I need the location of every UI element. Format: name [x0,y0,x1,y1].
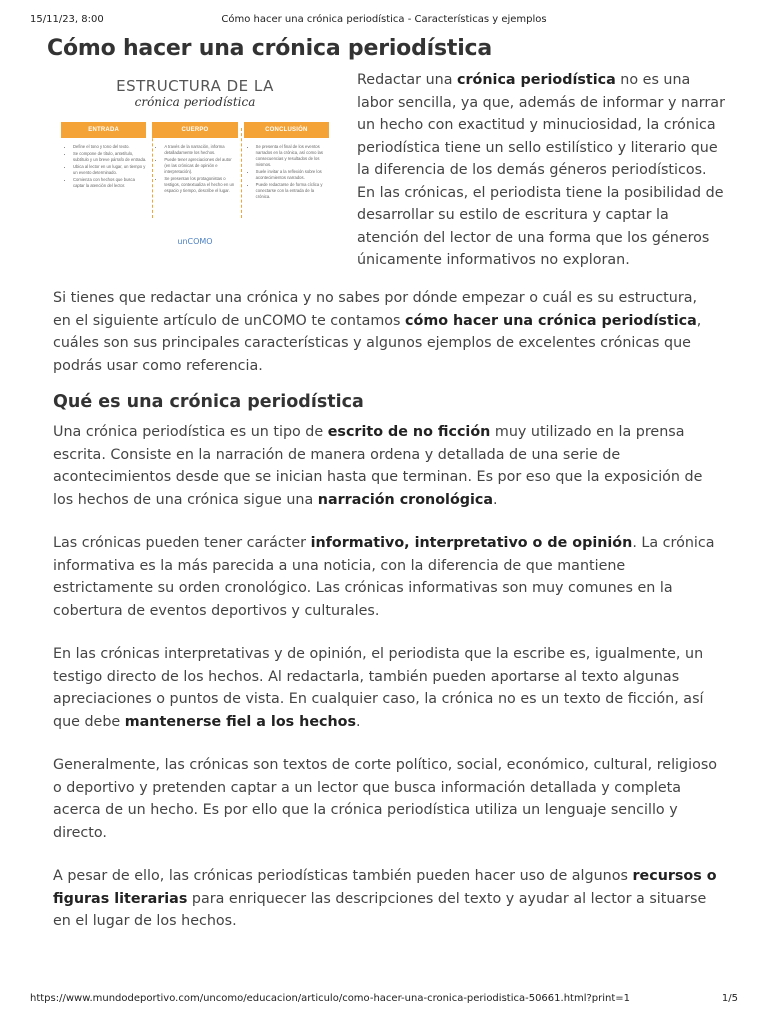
text-run: no es una labor sencilla, ya que, además de informar y narrar un hecho con exactitud y minuciosidad, la crónica periodística tiene un sello estilístico y literario que la diferencia de los demás géneros periodísticos. En las crónicas, el periodista tiene la posibilidad de desarrollar su estilo de escritura y captar la atención del lector de una forma que los géneros únicamente informativos no exploran. [357,72,725,268]
body-paragraph [53,865,718,933]
bold-text: mantenerse fiel a los hechos [124,713,356,730]
column-item: • Se presenta el final de los eventos narrados en la crónica, así como las consecuencias y resultados de los mismos. [256,144,329,168]
column-item: • Puede redactarse de forma cíclica y conectarse con la entrada de la crónica. [256,182,329,200]
text-run: . [493,491,498,508]
infographic-column-entrada [61,122,146,201]
print-url: https://www.mundodeportivo.com/uncomo/educacion/articulo/como-hacer-una-cronica-periodistica-50661.html?print=1 [30,993,631,1004]
column-list [61,144,146,189]
print-date: 15/11/23, 8:00 [30,14,104,25]
section-heading: Qué es una crónica periodística [53,392,364,412]
structure-infographic [55,70,335,260]
column-header: CONCLUSIÓN [244,122,329,138]
infographic-divider [152,128,153,218]
article-title: Cómo hacer una crónica periodística [47,36,493,61]
bold-text: narración cronológica [317,491,494,508]
text-run: . [356,713,361,730]
text-run: , cuáles son sus principales características y algunos ejemplos de excelentes crónicas que podrás usar como referencia. [53,312,702,374]
intro-aside-paragraph [357,69,729,272]
body-paragraph [53,754,718,844]
column-header: ENTRADA [61,122,146,138]
text-run: Si tienes que redactar una crónica y no sabes por dónde empezar o cuál es su estructura, en el siguiente artículo de unCOMO te contamos [53,290,698,329]
uncomo-logo: unCOMO [177,237,213,246]
infographic-subtitle: crónica periodística [134,95,256,109]
infographic-column-conclusion [244,122,329,201]
page-number: 1/5 [721,993,738,1004]
column-list [152,144,237,194]
column-list [244,144,329,200]
column-header: CUERPO [152,122,237,138]
body-paragraph [53,643,718,733]
text-run: para enriquecer las descripciones del texto y ayudar al lector a situarse en el lugar de los hechos. [53,890,707,929]
column-item: • Se compone de título, antetítulo, subtítulo y un breve párrafo de entrada. [73,151,146,163]
text-run: En las crónicas interpretativas y de opinión, el periodista que la escribe es, igualmente, un testigo directo de los hechos. Al redactarla, también pueden aportarse al texto algunas apreciaciones o puntos de vista. En cualquier caso, la crónica no es un texto de ficción, así que debe [53,646,704,730]
bold-text: recursos o figuras literarias [53,868,717,907]
infographic-columns [55,122,335,201]
text-run: Las crónicas pueden tener carácter [53,535,311,551]
print-document-title: Cómo hacer una crónica periodística - Características y ejemplos [221,14,547,25]
column-item: • Suele invitar a la reflexión sobre los acontecimientos narrados. [256,169,329,181]
text-run: muy utilizado en la prensa escrita. Consiste en la narración de manera ordena y detallada de una serie de acontecimientos desde que se inician hasta que terminan. Es por eso que la exposición de los hechos de una crónica sigue una [53,424,703,508]
bold-text: crónica periodística [457,72,616,88]
infographic-divider [241,128,242,218]
text-run: A pesar de ello, las crónicas periodísticas también pueden hacer uso de algunos [53,868,633,884]
section-body [53,421,718,954]
text-run: Generalmente, las crónicas son textos de corte político, social, económico, cultural, religioso o deportivo y pretenden captar a un lector que busca información detallada y completa acerca de un hecho. Es por ello que la crónica periodística utiliza un lenguaje sencillo y directo. [53,757,718,841]
text-run: Redactar una [357,72,458,88]
body-paragraph [53,532,718,622]
text-run: . La crónica informativa es la más parecida a una noticia, con la diferencia de que mantiene estrictamente su orden cronológico. Las crónicas informativas son muy comunes en la cobertura de eventos deportivos y culturales. [53,535,715,619]
infographic-column-cuerpo [152,122,237,201]
print-footer [30,993,738,1004]
intro-paragraph [53,287,718,377]
column-item: • A través de la narración, informa detalladamente los hechos. [164,144,237,156]
infographic-title: ESTRUCTURA DE LA [116,77,274,95]
bold-text: informativo, interpretativo o de opinión [310,535,633,551]
bold-text: cómo hacer una crónica periodística [405,312,697,329]
column-item: • Comienza con hechos que busca captar la atención del lector. [73,177,146,189]
column-item: • Define el tono y tono del texto. [73,144,146,150]
column-item: • Puede tener apreciaciones del autor (en las crónicas de opinión e interpretación). [164,157,237,175]
column-item: • Se presentan los protagonistas o testigos, contextualiza el hecho en un espacio y tiempo, describe el lugar. [164,176,237,194]
column-item: • Ubica al lector en un lugar, un tiempo y un evento determinado. [73,164,146,176]
body-paragraph [53,421,718,511]
bold-text: escrito de no ficción [327,424,491,440]
text-run: Una crónica periodística es un tipo de [53,424,328,440]
